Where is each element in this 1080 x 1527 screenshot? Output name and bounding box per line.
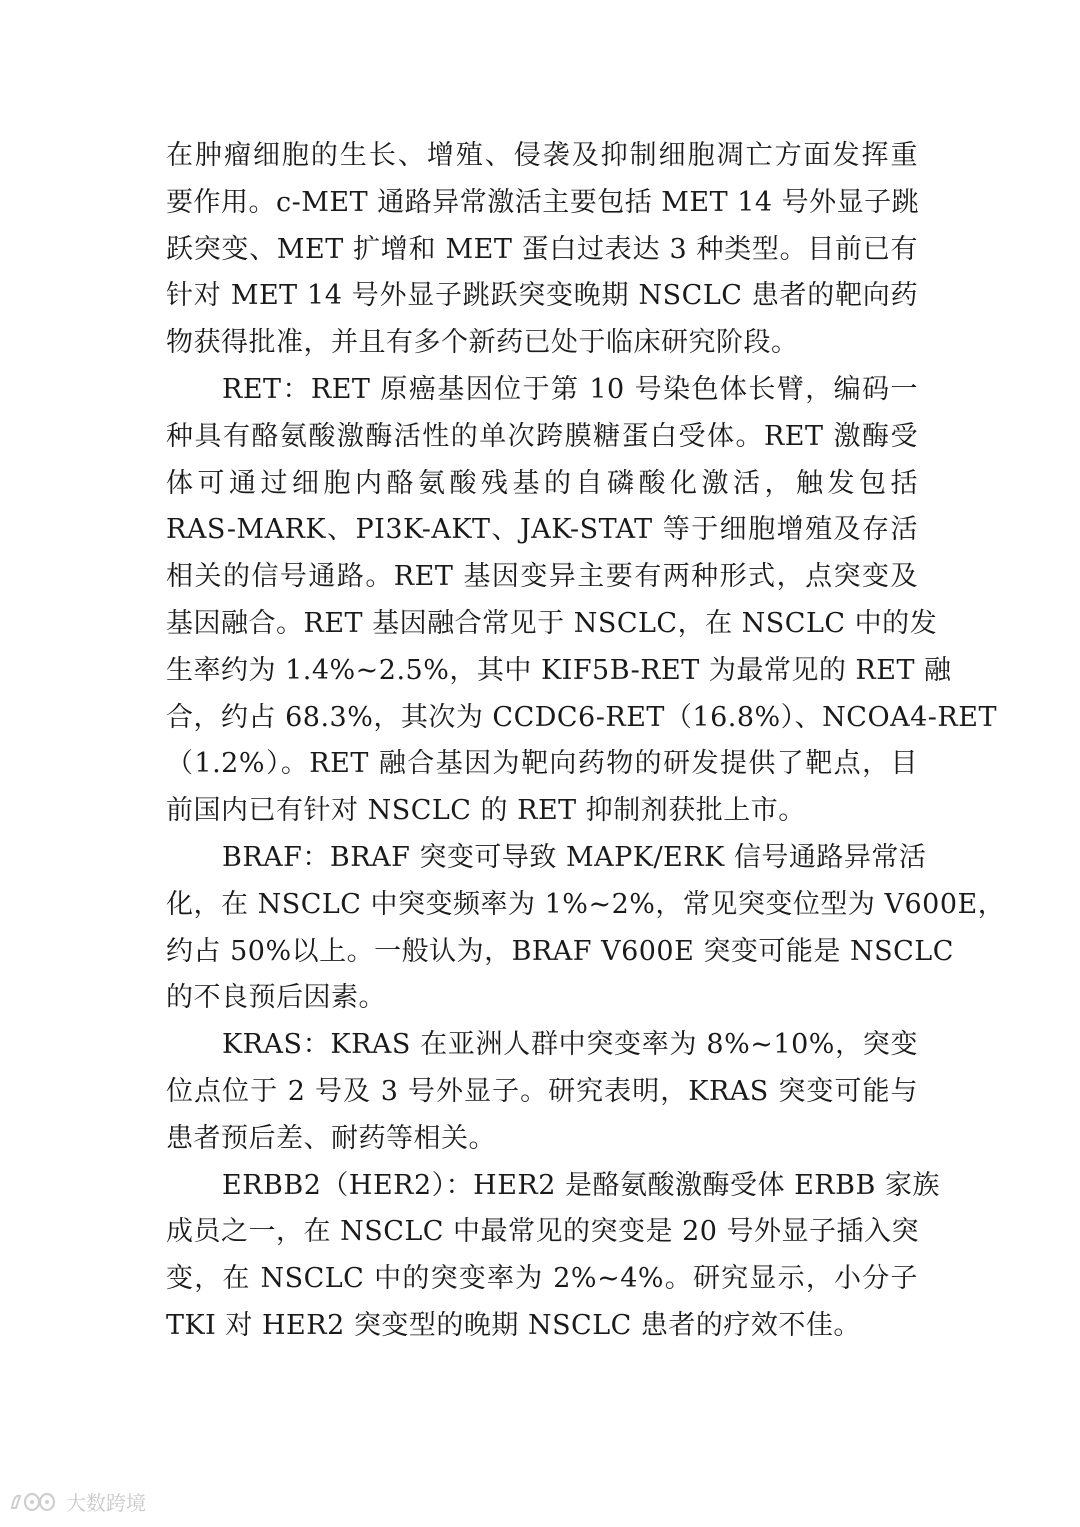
- text-line: 种具有酪氨酸激酶活性的单次跨膜糖蛋白受体。RET 激酶受: [166, 420, 918, 452]
- paragraph: [166, 133, 918, 367]
- text-line: BRAF：BRAF 突变可导致 MAPK/ERK 信号通路异常活: [222, 841, 927, 873]
- text-line: 物获得批准，并且有多个新药已处于临床研究阶段。: [166, 327, 799, 359]
- paragraph: [166, 1163, 940, 1350]
- text-line: 的不良预后因素。: [166, 982, 386, 1014]
- text-line: 成员之一，在 NSCLC 中最常见的突变是 20 号外显子插入突: [166, 1216, 920, 1248]
- text-line: RET：RET 原癌基因位于第 10 号染色体长臂，编码一: [222, 373, 918, 405]
- watermark-text: 大数跨境: [66, 1490, 146, 1515]
- document-body: [166, 133, 1006, 1350]
- text-line: 患者预后差、耐药等相关。: [166, 1122, 496, 1154]
- text-line: 位点位于 2 号及 3 号外显子。研究表明，KRAS 突变可能与: [166, 1075, 918, 1107]
- text-line: 跃突变、MET 扩增和 MET 蛋白过表达 3 种类型。目前已有: [166, 233, 918, 265]
- text-line: 体可通过细胞内酪氨酸残基的自磷酸化激活，触发包括: [166, 467, 918, 499]
- text-line: 基因融合。RET 基因融合常见于 NSCLC，在 NSCLC 中的发: [166, 607, 938, 639]
- text-line: 在肿瘤细胞的生长、增殖、侵袭及抑制细胞凋亡方面发挥重: [166, 140, 918, 171]
- text-line: 生率约为 1.4%~2.5%，其中 KIF5B-RET 为最常见的 RET 融: [166, 654, 952, 686]
- paragraph: [166, 1022, 918, 1162]
- text-line: 要作用。c-MET 通路异常激活主要包括 MET 14 号外显子跳: [166, 186, 920, 218]
- text-line: 相关的信号通路。RET 基因变异主要有两种形式，点突变及: [166, 561, 918, 593]
- paragraph: [166, 835, 1006, 1022]
- text-line: ERBB2（HER2）：HER2 是酪氨酸激酶受体 ERBB 家族: [222, 1169, 940, 1201]
- text-line: （1.2%）。RET 融合基因为靶向药物的研发提供了靶点，目: [166, 748, 918, 780]
- paragraph: [166, 367, 997, 835]
- text-line: 针对 MET 14 号外显子跳跃突变晚期 NSCLC 患者的靶向药: [166, 280, 918, 312]
- text-line: 约占 50%以上。一般认为，BRAF V600E 突变可能是 NSCLC: [166, 935, 954, 967]
- text-line: KRAS：KRAS 在亚洲人群中突变率为 8%~10%，突变: [222, 1029, 918, 1061]
- text-line: RAS-MARK、PI3K-AKT、JAK-STAT 等于细胞增殖及存活: [166, 514, 918, 546]
- text-line: 合，约占 68.3%，其次为 CCDC6-RET（16.8%）、NCOA4-RET: [166, 701, 997, 733]
- text-line: 前国内已有针对 NSCLC 的 RET 抑制剂获批上市。: [166, 795, 806, 827]
- text-line: 化，在 NSCLC 中突变频率为 1%~2%，常见突变位型为 V600E，: [166, 888, 1006, 920]
- watermark-logo-icon: [8, 1488, 60, 1514]
- text-line: 变，在 NSCLC 中的突变率为 2%~4%。研究显示，小分子: [166, 1263, 918, 1295]
- watermark: [8, 1486, 146, 1516]
- text-line: TKI 对 HER2 突变型的晚期 NSCLC 患者的疗效不佳。: [166, 1309, 861, 1341]
